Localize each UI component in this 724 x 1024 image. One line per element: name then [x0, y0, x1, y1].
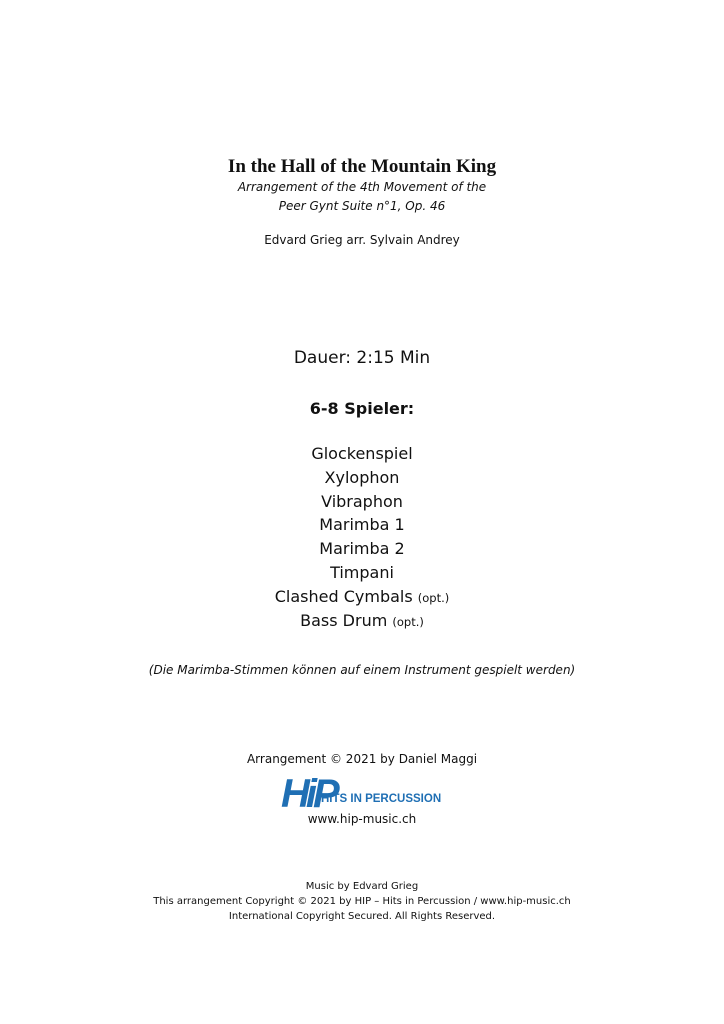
instrument-item [0, 492, 724, 511]
duration: Dauer: 2:15 Min [293, 348, 431, 368]
instrument-name: Marimba 2 [319, 539, 405, 558]
instrument-name: Clashed Cymbals [274, 587, 413, 606]
logo-text: HITS IN PERCUSSION [321, 793, 442, 805]
instrument-name: Timpani [330, 563, 394, 582]
players-heading: 6-8 Spieler: [309, 399, 415, 418]
piece-title: In the Hall of the Mountain King [227, 156, 497, 177]
instrument-item [0, 444, 724, 463]
instrument-item [0, 539, 724, 558]
instrument-item [0, 468, 724, 487]
marimba-note: (Die Marimba-Stimmen können auf einem Instrument gespielt werden) [148, 663, 576, 677]
subtitle-line-2: Peer Gynt Suite n°1, Op. 46 [278, 199, 446, 213]
logo-mark: HiP [281, 772, 336, 813]
instrument-name: Xylophon [324, 468, 400, 487]
hip-logo [281, 769, 446, 813]
footer-line-1: Music by Edvard Grieg [305, 881, 419, 892]
optional-label: (opt.) [417, 591, 450, 605]
instrument-name: Vibraphon [321, 492, 403, 511]
subtitle-line-1: Arrangement of the 4th Movement of the [237, 180, 487, 194]
instrument-item [0, 563, 724, 582]
instrument-item [0, 611, 724, 630]
instrument-item [0, 587, 724, 606]
instrument-item [0, 515, 724, 534]
optional-label: (opt.) [392, 615, 424, 629]
instrument-name: Bass Drum [300, 611, 388, 630]
website-link[interactable]: www.hip-music.ch [307, 812, 417, 826]
composer-arranger: Edvard Grieg arr. Sylvain Andrey [264, 233, 460, 247]
footer-line-3: International Copyright Secured. All Rights Reserved. [228, 911, 496, 922]
footer-line-2: This arrangement Copyright © 2021 by HIP – Hits in Percussion / www.hip-music.ch [153, 896, 571, 907]
instrument-name: Marimba 1 [319, 515, 405, 534]
instrument-name: Glockenspiel [311, 444, 413, 463]
arrangement-copyright: Arrangement © 2021 by Daniel Maggi [246, 752, 478, 766]
